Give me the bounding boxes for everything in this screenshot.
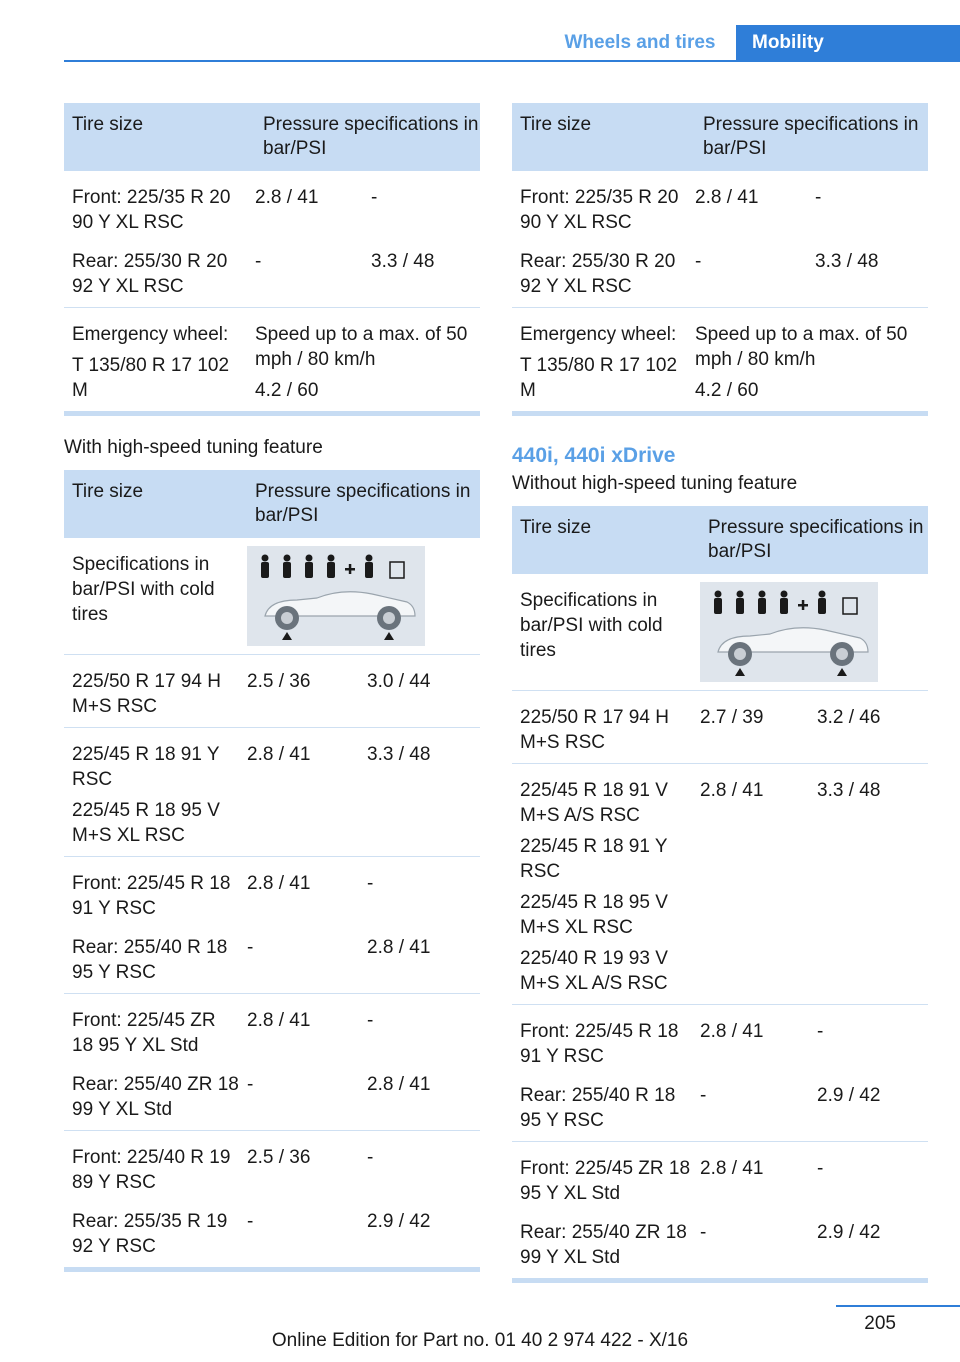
vehicle-load-icon: [700, 582, 878, 682]
table-row: [64, 308, 480, 411]
emergency-wheel-group: [512, 308, 928, 411]
cell-size: [512, 1069, 692, 1141]
cell-pressure-2: -: [815, 187, 822, 208]
header-chapter-tab[interactable]: Mobility: [736, 25, 960, 61]
emergency-speed: Speed up to a max. of 50 mph / 80 km/h: [695, 324, 908, 370]
table-end-bar: [64, 1267, 480, 1272]
cell-size: Rear: 255/30 R 20 92 Y XL RSC: [520, 251, 676, 297]
cell-size: [64, 857, 239, 921]
cell-pressure-1: 2.8 / 41: [247, 1010, 311, 1031]
cell-size: [64, 1131, 239, 1195]
header-section-tab[interactable]: Wheels and tires: [564, 32, 716, 53]
table-group: [512, 171, 928, 308]
size-line: 225/50 R 17 94 H M+S RSC: [72, 671, 221, 717]
cell-pressure-1: -: [247, 937, 254, 958]
cell-pressure-2: 2.8 / 41: [367, 937, 431, 958]
header-tire-size: Tire size: [520, 114, 592, 135]
cell-size: [64, 655, 239, 727]
table-row: [64, 655, 480, 727]
size-line: Front: 225/45 R 18 91 Y RSC: [72, 873, 231, 919]
header-pressure: Pressure specifications in bar/PSI: [703, 114, 919, 159]
table-caption: Without high-speed tuning feature: [512, 473, 798, 494]
vehicle-load-icon: [247, 546, 425, 646]
size-line: 225/45 R 18 95 V M+S XL RSC: [72, 800, 220, 846]
cell-pressure-1: -: [695, 251, 702, 272]
cell-size: [512, 691, 692, 763]
table-header: [64, 470, 480, 538]
cell-spec-text: Specifications in bar/PSI with cold tires: [520, 590, 663, 661]
cell-pressure-1: 2.5 / 36: [247, 1147, 311, 1168]
right-column: [512, 103, 928, 1283]
table-group: [64, 538, 480, 655]
table-header: [512, 506, 928, 574]
table-row: [64, 1058, 480, 1130]
cell-pressure-2: 3.0 / 44: [367, 671, 431, 692]
table-group: [512, 574, 928, 691]
table-row: [512, 235, 928, 307]
cell-emergency-spec: [687, 308, 928, 411]
table-row: [64, 921, 480, 993]
cell-pressure-2: 3.3 / 48: [817, 780, 881, 801]
cell-pressure-1: 2.7 / 39: [700, 707, 764, 728]
header-pressure: Pressure specifications in bar/PSI: [708, 517, 924, 562]
cell-pressure-1: -: [247, 1074, 254, 1095]
size-line: Front: 225/45 ZR 18 95 Y XL Std: [72, 1010, 216, 1056]
cell-pressure-1: 2.8 / 41: [255, 187, 319, 208]
header-rule: [64, 60, 960, 62]
cell-pressure-1: 2.8 / 41: [695, 187, 759, 208]
cell-pressure-2: -: [817, 1021, 824, 1042]
left-column: [64, 103, 480, 1272]
size-line: Front: 225/40 R 19 89 Y RSC: [72, 1147, 231, 1193]
cell-pressure-2: 3.3 / 48: [371, 251, 435, 272]
cell-pressure-1: 2.8 / 41: [247, 744, 311, 765]
table-row: [64, 994, 480, 1058]
table-row: [512, 1069, 928, 1141]
cell-pressure-1: 2.8 / 41: [700, 780, 764, 801]
table-end-bar: [512, 411, 928, 416]
emergency-label: Emergency wheel:: [520, 324, 677, 345]
cell-pressure-2: 2.8 / 41: [367, 1074, 431, 1095]
table-row: [64, 1131, 480, 1195]
emergency-pressure: 4.2 / 60: [255, 380, 319, 401]
table-row: [512, 308, 928, 411]
header-pressure: Pressure specifications in bar/PSI: [263, 114, 479, 159]
table-header: [512, 103, 928, 171]
table-row: [64, 1195, 480, 1267]
cell-spec-text: Specifications in bar/PSI with cold tires: [72, 554, 215, 625]
cell-pressure-2: 3.2 / 46: [817, 707, 881, 728]
size-line: 225/40 R 19 93 V M+S XL A/S RSC: [520, 948, 668, 994]
cell-size: Rear: 255/30 R 20 92 Y XL RSC: [72, 251, 228, 297]
table-row: [512, 1206, 928, 1278]
cell-pressure-1: -: [700, 1222, 707, 1243]
cell-emergency-spec: [247, 308, 480, 411]
load-diagram: [239, 538, 480, 654]
table-header: [64, 103, 480, 171]
cell-pressure-2: 2.9 / 42: [817, 1085, 881, 1106]
table-row: [512, 171, 928, 235]
table-group: [512, 1142, 928, 1278]
size-line: 225/45 R 18 91 Y RSC: [72, 744, 220, 790]
page-number: 205: [864, 1313, 896, 1334]
cell-pressure-2: 2.9 / 42: [367, 1211, 431, 1232]
cell-pressure-2: -: [817, 1158, 824, 1179]
size-line: Rear: 255/40 R 18 95 Y RSC: [520, 1085, 676, 1131]
page-number-rule: [836, 1305, 960, 1307]
emergency-speed: Speed up to a max. of 50 mph / 80 km/h: [255, 324, 468, 370]
table-group: [512, 764, 928, 1005]
table-row: [512, 764, 928, 1004]
cell-pressure-2: 2.9 / 42: [817, 1222, 881, 1243]
emergency-size: T 135/80 R 17 102 M: [520, 355, 678, 401]
table-row: [512, 691, 928, 763]
cell-size: [512, 1206, 692, 1278]
size-line: 225/45 R 18 95 V M+S XL RSC: [520, 892, 668, 938]
emergency-label: Emergency wheel:: [72, 324, 229, 345]
cell-size: [512, 1005, 692, 1069]
table-group: [64, 728, 480, 857]
cell-size: [64, 308, 247, 411]
table-row: [64, 171, 480, 235]
table-group: [64, 1131, 480, 1267]
table-group: [512, 1005, 928, 1142]
cell-pressure-2: -: [367, 1147, 374, 1168]
table-row: [64, 235, 480, 307]
table-group: [64, 655, 480, 728]
section-title: 440i, 440i xDrive: [512, 444, 676, 467]
table-group: [64, 994, 480, 1131]
cell-pressure-2: -: [371, 187, 378, 208]
tire-table-20in: [64, 103, 480, 416]
size-line: Front: 225/45 R 18 91 Y RSC: [520, 1021, 679, 1067]
emergency-wheel-group: [64, 308, 480, 411]
cell-size: [64, 921, 239, 993]
emergency-pressure: 4.2 / 60: [695, 380, 759, 401]
table-group: [512, 691, 928, 764]
cell-pressure-1: -: [247, 1211, 254, 1232]
cell-size: [64, 994, 239, 1058]
table-caption: With high-speed tuning feature: [64, 437, 323, 458]
table-end-bar: [512, 1278, 928, 1283]
table-end-bar: [64, 411, 480, 416]
table-row: [64, 538, 480, 654]
tire-table-20in: [512, 103, 928, 416]
cell-size: [512, 308, 687, 411]
cell-pressure-2: 3.3 / 48: [367, 744, 431, 765]
size-line: Front: 225/45 ZR 18 95 Y XL Std: [520, 1158, 691, 1204]
header-tire-size: Tire size: [72, 481, 144, 502]
size-line: 225/45 R 18 91 V M+S A/S RSC: [520, 780, 668, 826]
header-tire-size: Tire size: [72, 114, 144, 135]
size-line: 225/50 R 17 94 H M+S RSC: [520, 707, 669, 753]
table-row: [512, 1142, 928, 1206]
cell-pressure-1: 2.5 / 36: [247, 671, 311, 692]
header-tire-size: Tire size: [520, 517, 592, 538]
cell-size: [512, 1142, 692, 1206]
cell-pressure-2: 3.3 / 48: [815, 251, 879, 272]
size-line: Rear: 255/35 R 19 92 Y RSC: [72, 1211, 228, 1257]
cell-size: [64, 1058, 239, 1130]
size-line: Rear: 255/40 R 18 95 Y RSC: [72, 937, 228, 983]
tire-table-440i: [512, 506, 928, 1283]
header-pressure: Pressure specifications in bar/PSI: [255, 481, 471, 526]
emergency-size: T 135/80 R 17 102 M: [72, 355, 230, 401]
cell-size: Front: 225/35 R 20 90 Y XL RSC: [520, 187, 679, 233]
cell-size: Front: 225/35 R 20 90 Y XL RSC: [72, 187, 231, 233]
size-line: Rear: 255/40 ZR 18 99 Y XL Std: [520, 1222, 687, 1268]
table-row: [512, 1005, 928, 1069]
cell-pressure-1: 2.8 / 41: [247, 873, 311, 894]
edition-footer: Online Edition for Part no. 01 40 2 974 422 - X/16: [271, 1330, 689, 1351]
table-row: [64, 857, 480, 921]
table-row: [64, 728, 480, 856]
load-diagram: [692, 574, 928, 690]
table-row: [512, 574, 928, 690]
cell-pressure-2: -: [367, 1010, 374, 1031]
cell-pressure-1: 2.8 / 41: [700, 1158, 764, 1179]
size-line: 225/45 R 18 91 Y RSC: [520, 836, 668, 882]
cell-size: [64, 1195, 239, 1267]
table-group: [64, 857, 480, 994]
cell-pressure-1: -: [700, 1085, 707, 1106]
cell-size: [64, 728, 239, 856]
cell-pressure-1: 2.8 / 41: [700, 1021, 764, 1042]
cell-size: [512, 764, 692, 1004]
cell-pressure-2: -: [367, 873, 374, 894]
cell-pressure-1: -: [255, 251, 262, 272]
size-line: Rear: 255/40 ZR 18 99 Y XL Std: [72, 1074, 239, 1120]
table-group: [64, 171, 480, 308]
tire-table-high-speed: [64, 470, 480, 1272]
